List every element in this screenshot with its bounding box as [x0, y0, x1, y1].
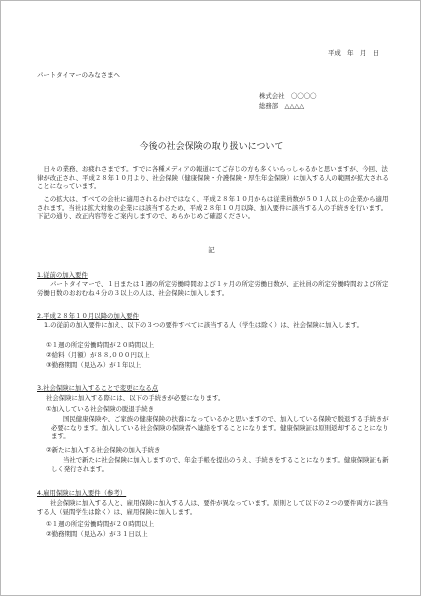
section-2-body: 1.の従前の加入要件に加え、以下の３つの要件すべてに該当する人（学生は除く）は、社会保険に加入します。	[44, 321, 363, 329]
section-4-heading: 4.雇用保険に加入要件（参考）	[37, 489, 127, 497]
section-3-heading: 3.社会保険に加入することで変更になる点	[37, 384, 159, 392]
section-2-item-2: ②給料（月額）が８８,０００円以上	[46, 351, 150, 359]
section-1-body: パートタイマーで、１日または１週の所定労働時間および１ヶ月の所定労働日数が、正社員の所定労働時間および所定労働日数のおおむね４分の３以上の人は、社会保険に加入します。	[37, 280, 389, 297]
section-4-item-2: ②勤務期間（見込み）が３１日以上	[46, 530, 148, 538]
document-title: 今後の社会保険の取り扱いについて	[139, 142, 284, 152]
section-3-body: 社会保険に加入する際には、以下の手続きが必要になります。	[46, 394, 225, 402]
sender-department: 総務部 △△△△	[259, 102, 305, 110]
section-3-sub2-body: 当社で新たに社会保険に加入しますので、年金手帳を提出のうえ、手続きをすることになります。健康保険証も新しく発行されます。	[51, 456, 389, 473]
document-date: 平成 年 月 日	[328, 49, 380, 57]
addressee: パートタイマーのみなさまへ	[37, 71, 120, 79]
section-2-item-3: ③勤務期間（見込み）が１年以上	[46, 361, 142, 369]
section-4-item-1: ①１週の所定労働時間が２０時間以上	[46, 520, 154, 528]
ki-marker: 記	[208, 246, 215, 254]
section-3-sub1-body: 国民健康保険や、ご家族の健康保険の扶養になっているかと思いますので、加入している保険で脱退する手続きが必要になります。加入している社会保険の保険者へ連絡をすることになります。健康保険証は原則返却することになります。	[51, 415, 389, 441]
intro-paragraph-2: この拡大は、すべての会社に適用されるわけではなく、平成２８年１０月からは従業員数が５０１人以上の企業から適用されます。当社は拡大対象の企業には該当するため、平成２８年１０月以降、加入要件に該当する人の手続きを行います。下記の通り、改正内容等をご案内しますので、あらかじめご確認ください。	[37, 195, 389, 221]
section-2-heading: 2.平成２８年１０月以降の加入要件	[37, 312, 139, 320]
section-3-sub1-title: ①加入している社会保険の脱退手続き	[46, 405, 154, 413]
section-2-item-1: ①１週の所定労働時間が２０時間以上	[46, 341, 154, 349]
sender-company: 株式会社 〇〇〇〇	[259, 92, 317, 100]
section-1-heading: 1.従前の加入要件	[37, 271, 88, 279]
section-3-sub2-title: ②新たに加入する社会保険の加入手続き	[46, 446, 161, 454]
intro-paragraph-1: 日々の業務、お疲れさまです。すでに各種メディアの報道にてご存じの方も多くいらっしゃるかと思いますが、今回、法律が改正され、平成２８年１０月より、社会保険（健康保険・介護保険・厚生年金保険）に加入する人の範囲が拡大されることになっています。	[37, 165, 389, 191]
section-4-body: 社会保険に加入する人と、雇用保険に加入する人は、要件が異なっています。原則として以下の２つの要件両方に該当する人（昼間学生は除く）は、雇用保険に加入します。	[37, 499, 389, 516]
